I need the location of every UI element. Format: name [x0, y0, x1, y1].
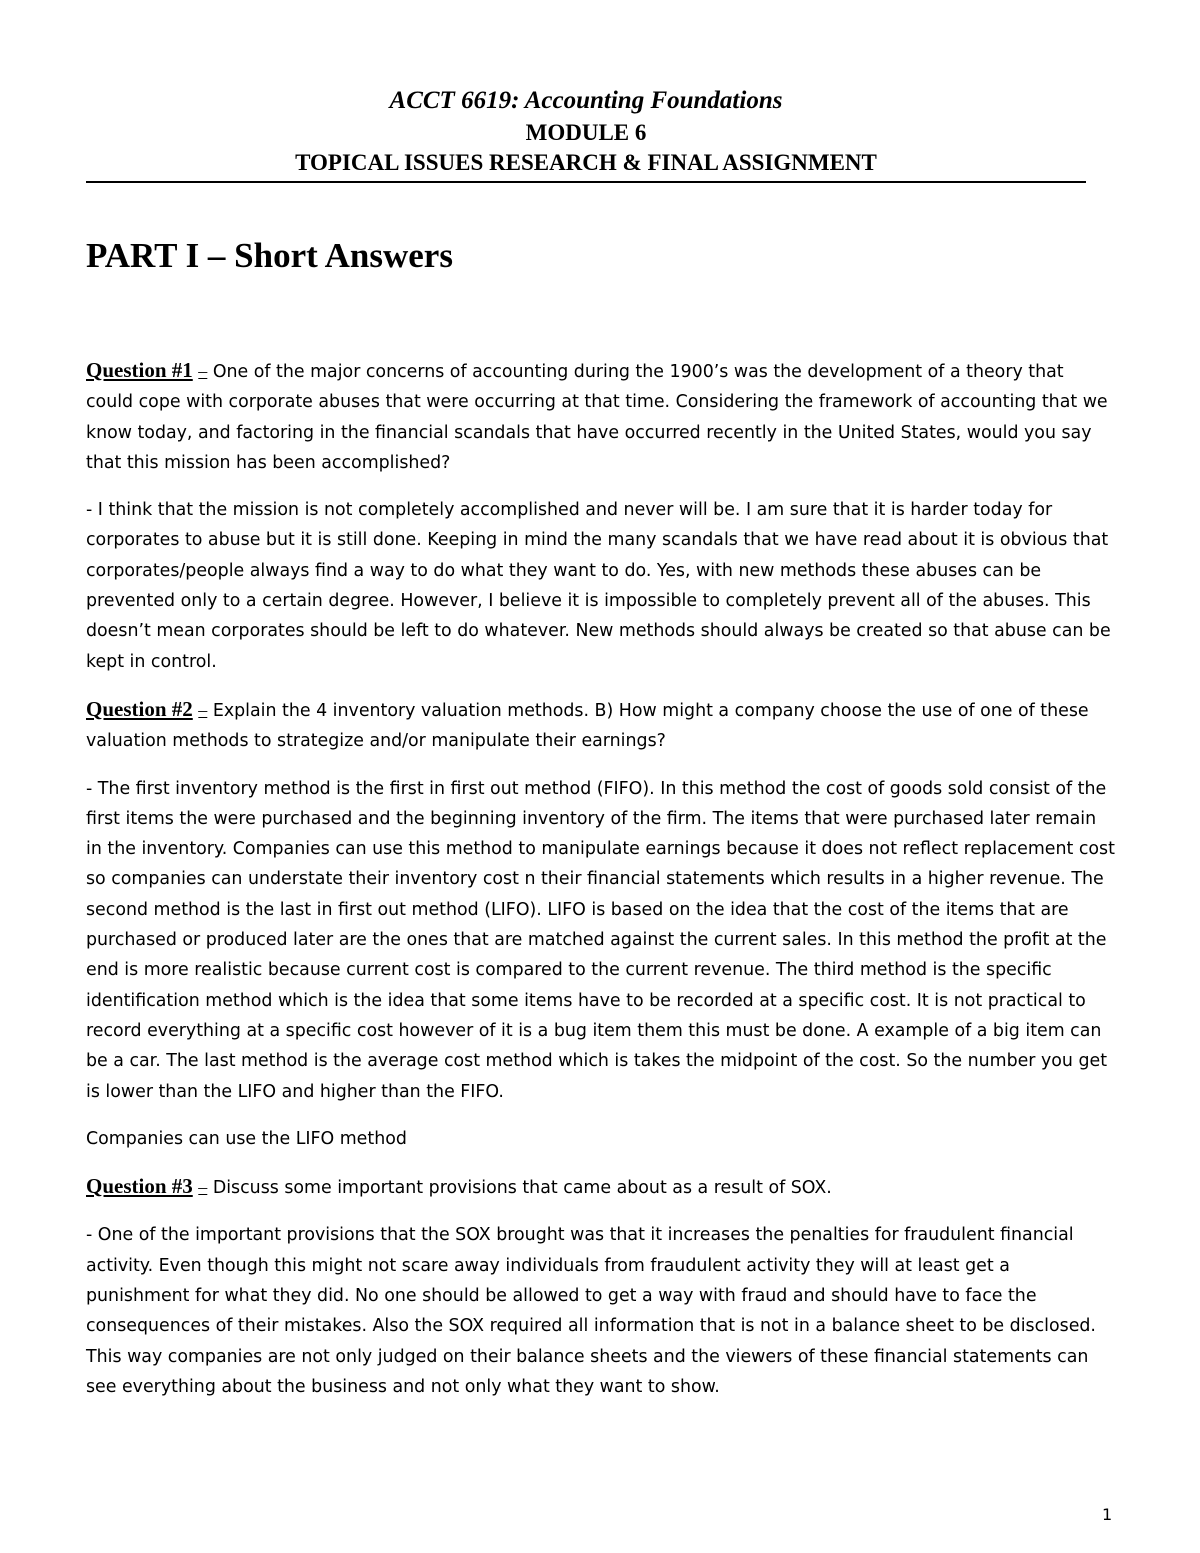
question-2-label: Question #2 [86, 696, 193, 721]
question-2-dash: – [198, 699, 208, 720]
question-2-prompt: Explain the 4 inventory valuation methods. B) How might a company choose the use of one of these valuation methods to strategize and/or manipulate their earnings? [86, 700, 1089, 752]
question-3-prompt: Discuss some important provisions that came about as a result of SOX. [207, 1178, 832, 1199]
question-1-prompt: One of the major concerns of accounting during the 1900’s was the development of a theory that could cope with corporate abuses that were occurring at that time. Considering the framework of accounting that we know today, and factoring in the financial scandals that have occurred recently in the United States, would you say that this mission has been accomplished? [86, 362, 1108, 473]
question-3 [86, 1171, 1116, 1203]
page-number: 1 [1102, 1505, 1113, 1524]
answer-3-paragraph: - One of the important provisions that the SOX brought was that it increases the penalties for fraudulent financial activity. Even though this might not scare away individuals from fraudulent activity they will at least get a punishment for what they did. No one should be allowed to get a way with fraud and should have to face the consequences of their mistakes. Also the SOX required all information that is not in a balance sheet to be disclosed. This way companies are not only judged on their balance sheets and the viewers of these financial statements can see everything about the business and not only what they want to show. [86, 1225, 1096, 1397]
answer-1-paragraph: - I think that the mission is not completely accomplished and never will be. I am sure that it is harder today for corporates to abuse but it is still done. Keeping in mind the many scandals that we have read about it is obvious that corporates/people always find a way to do what they want to do. Yes, with new methods these abuses can be prevented only to a certain degree. However, I believe it is impossible to completely prevent all of the abuses. This doesn’t mean corporates should be left to do whatever. New methods should always be created so that abuse can be kept in control. [86, 500, 1111, 672]
question-2 [86, 694, 1116, 757]
course-title: ACCT 6619: Accounting Foundations [389, 87, 783, 114]
topic-heading: TOPICAL ISSUES RESEARCH & FINAL ASSIGNMENT [295, 150, 877, 175]
question-3-label: Question #3 [86, 1174, 193, 1199]
document-header [86, 84, 1086, 178]
module-heading: MODULE 6 [525, 120, 647, 145]
header-divider [86, 181, 1086, 183]
question-1 [86, 355, 1116, 478]
answer-2-note: Companies can use the LIFO method [86, 1128, 407, 1149]
part-title: PART I – Short Answers [86, 236, 453, 275]
question-1-label: Question #1 [86, 358, 193, 382]
question-1-dash: – [198, 361, 208, 381]
document-body [86, 355, 1116, 1419]
question-3-dash: – [198, 1177, 208, 1198]
answer-2-paragraph: - The first inventory method is the first in first out method (FIFO). In this method the cost of goods sold consist of the first items the were purchased and the beginning inventory of the firm. The items that were purchased later remain in the inventory. Companies can use this method to manipulate earnings because it does not reflect replacement cost so companies can understate their inventory cost n their financial statements which results in a higher revenue. The second method is the last in first out method (LIFO). LIFO is based on the idea that the cost of the items that are purchased or produced later are the ones that are matched against the current sales. In this method the profit at the end is more realistic because current cost is compared to the current revenue. The third method is the specific identification method which is the idea that some items have to be recorded at a specific cost. It is not practical to record everything at a specific cost however of it is a bug item them this must be done. A example of a big item can be a car. The last method is the average cost method which is takes the midpoint of the cost. So the number you get is lower than the LIFO and higher than the FIFO. [86, 778, 1115, 1102]
